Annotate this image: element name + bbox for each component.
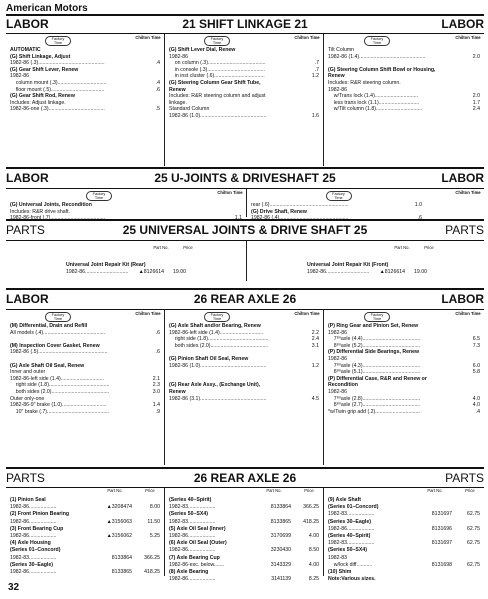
chilton-time-value: .4 <box>475 408 480 415</box>
labor-line: 7⁸⁰axle (4.3)........................................ <box>328 362 421 369</box>
part-price: 62.75 <box>467 511 480 518</box>
labor-line: 1982-86 (.5)................................................ <box>10 349 108 356</box>
labor-line: Includes: R&R drive shaft. <box>10 208 70 215</box>
labor-line: right side (1.8).......................................... <box>169 336 269 343</box>
labor-line: 1982-86-left side (1.4).............................. <box>169 329 263 336</box>
chilton-time-value: .4 <box>155 60 160 67</box>
section-title: 26 REAR AXLE 26 <box>193 471 297 485</box>
labor-line: Renew <box>169 389 186 395</box>
labor-line: 7⁸⁰axle (4.4)........................................ <box>328 336 421 343</box>
chilton-time-value: 1.6 <box>311 113 319 119</box>
part-price: 19.00 <box>173 269 186 275</box>
labor-line: 8⁸⁰axle (5.1)........................................ <box>328 369 421 376</box>
chilton-time-value: 3.1 <box>311 342 319 349</box>
chilton-time-value: 2.0 <box>472 53 480 60</box>
part-number: 3141139 <box>271 576 291 583</box>
parts-line: 1982-86................... <box>169 576 216 583</box>
chilton-time-value: 1.2 <box>311 73 319 80</box>
section-header-rear-axle-parts <box>6 470 484 486</box>
labor-line: rear (.6)....................................................... <box>251 202 349 208</box>
part-number-header: Part No. <box>107 488 123 493</box>
part-number: 8131696 <box>431 525 452 532</box>
factory-time-header: Factory Time <box>86 191 112 201</box>
labor-line: (P) Differential Case, R&R and Renew or <box>328 375 427 382</box>
part-number-header: Part No. <box>427 488 443 493</box>
parts-line: 1982-86................... <box>169 533 216 539</box>
section-left-label: PARTS <box>6 223 45 237</box>
parts-line: 1982-83................... <box>169 518 216 525</box>
part-number: ▲3208474 <box>106 504 132 511</box>
chilton-time-header: Chilton Time <box>135 311 161 316</box>
price-header: Price <box>304 488 314 493</box>
part-number: 8133865 <box>111 569 132 575</box>
labor-line: (G) Steering Column Gear Shift Tube, <box>169 80 261 86</box>
parts-line: (7) Axle Bearing Cup <box>169 554 220 561</box>
labor-line: less trans lock (1.1)............................ <box>328 99 420 106</box>
labor-line: 7⁸⁰axle (2.8)........................................ <box>328 395 421 402</box>
part-number: ▲8126614 <box>379 269 405 275</box>
section-title: 21 SHIFT LINKAGE 21 <box>182 17 308 31</box>
section-title: 26 REAR AXLE 26 <box>193 292 297 306</box>
parts-line: 1982-86-exc. below....... <box>169 561 225 568</box>
chilton-time-value: .6 <box>155 329 160 336</box>
labor-line: Outer only-one <box>10 395 45 402</box>
chilton-time-value: 1.7 <box>472 99 480 106</box>
column-divider <box>164 488 165 576</box>
parts-line: (Series 50–SX4) <box>328 547 367 554</box>
part-price: 8.00 <box>149 504 160 511</box>
section-header-rear-axle-labor <box>6 291 484 307</box>
parts-line: (Series 40–Spirit) <box>169 497 212 503</box>
parts-line: 1982-83................... <box>328 511 375 518</box>
chilton-time-value: .4 <box>155 80 160 86</box>
parts-line: 1982-83................... <box>328 540 375 547</box>
column-divider <box>323 310 324 465</box>
chilton-time-header: Chilton Time <box>455 190 481 195</box>
column-divider <box>246 189 247 217</box>
chilton-time-value: 4.0 <box>472 395 480 402</box>
parts-line: 1982-83 <box>328 554 348 561</box>
factory-time-header: Factory Time <box>204 36 230 46</box>
part-price: 4.00 <box>308 561 319 568</box>
chilton-time-value: .6 <box>155 349 160 356</box>
part-number: 8131697 <box>431 540 452 547</box>
price-header: Price <box>145 488 155 493</box>
labor-line: (G) Rear Axle Assy., (Exchange Unit), <box>169 382 261 389</box>
parts-line: (Series 50–SX4) <box>169 511 208 518</box>
parts-line: 1982-86................... <box>10 518 57 525</box>
chilton-time-value: .9 <box>155 408 160 415</box>
part-number: 3230430 <box>270 547 291 554</box>
divider <box>6 309 484 310</box>
chilton-time-header: Chilton Time <box>455 311 481 316</box>
labor-line: *w/Twin grip add (.2)............................... <box>328 408 420 415</box>
parts-line: (2) Front Pinion Bearing <box>10 511 70 518</box>
section-title: 25 UNIVERSAL JOINTS & DRIVE SHAFT 25 <box>122 223 368 237</box>
labor-line: 1982-86 <box>328 356 348 362</box>
parts-line: (9) Axle Shaft <box>328 497 361 503</box>
divider <box>6 487 484 488</box>
part-price: 62.75 <box>467 540 480 547</box>
parts-line: (Series 30–Eagle) <box>10 561 53 568</box>
brand-title: American Motors <box>6 3 88 14</box>
chilton-time-header: Chilton Time <box>217 190 243 195</box>
part-price: 5.25 <box>149 533 160 539</box>
labor-line: Includes: R&R steering column. <box>328 80 401 86</box>
labor-line: 8⁸⁰axle (5.2)........................................ <box>328 342 421 349</box>
price-header: Price <box>465 488 475 493</box>
chilton-time-value: 6.5 <box>472 336 480 343</box>
chilton-time-value: .7 <box>314 66 319 73</box>
chilton-time-header: Chilton Time <box>294 311 320 316</box>
parts-line: 1982-83................... <box>169 504 216 511</box>
price-header: Price <box>183 245 193 250</box>
parts-line: (8) Axle Bearing <box>169 569 209 575</box>
part-price: 62.75 <box>467 561 480 568</box>
parts-line: 1982-86................... <box>10 504 57 511</box>
labor-line: (G) Gear Shift Lever, Renew <box>10 66 79 73</box>
part-price: 8.25 <box>308 576 319 583</box>
factory-time-header: Factory Time <box>326 191 352 201</box>
labor-line: 1982-86 <box>10 73 30 80</box>
part-number-header: Part No. <box>394 245 410 250</box>
section-title: 25 U-JOINTS & DRIVESHAFT 25 <box>154 171 336 185</box>
labor-line: (G) Gear Shift Rod, Renew <box>10 93 75 100</box>
chilton-time-value: 7.3 <box>472 342 480 349</box>
labor-line: on column (.3)........................................ <box>169 60 266 67</box>
parts-title: Universal Joint Repair Kit (Front) <box>307 262 389 268</box>
labor-line: Includes: R&R steering column and adjust <box>169 93 266 100</box>
chilton-time-value: 2.4 <box>311 336 319 343</box>
factory-time-header: Factory Time <box>45 36 71 46</box>
divider <box>6 167 484 169</box>
labor-line: floor mount (.5)..................................... <box>10 86 105 93</box>
section-right-label: PARTS <box>445 223 484 237</box>
part-number: 3170699 <box>270 533 291 539</box>
labor-line: 1982-86 <box>328 86 348 93</box>
part-price: 418.25 <box>144 569 160 575</box>
parts-line: (1) Pinion Seal <box>10 497 46 503</box>
page-number: 32 <box>8 582 20 593</box>
column-divider <box>323 488 324 576</box>
labor-line: 1982-86 <box>328 389 348 395</box>
parts-line: (Series 01–Concord) <box>10 547 61 554</box>
labor-line: All models (.4)........................................... <box>10 329 106 336</box>
column-divider <box>246 241 247 281</box>
chilton-time-value: .5 <box>155 106 160 113</box>
labor-line: Renew <box>328 73 345 80</box>
price-header: Price <box>424 245 434 250</box>
part-number: 8131697 <box>431 511 452 518</box>
section-header-ujoints <box>6 170 484 186</box>
labor-line: (G) Shift Lever Dial, Renew <box>169 47 236 53</box>
labor-line: Renew <box>169 86 186 93</box>
labor-line: column mount (.3).................................. <box>10 80 107 86</box>
labor-line: 1982-86-9" brake (1.0)............................... <box>10 402 107 409</box>
chilton-time-header: Chilton Time <box>455 35 481 40</box>
chilton-time-value: 2.1 <box>152 375 160 382</box>
section-header-parts-ujoints <box>6 222 484 238</box>
labor-line: 1982-86 <box>169 53 189 60</box>
labor-line: (G) Axle Shaft and/or Bearing, Renew <box>169 323 261 329</box>
part-number: 8133864 <box>270 504 291 511</box>
chilton-time-value: .7 <box>314 60 319 67</box>
labor-line: (P) Ring Gear and Pinion Set, Renew <box>328 323 419 329</box>
chilton-time-value: .6 <box>155 86 160 93</box>
chilton-time-value: 1.2 <box>311 362 319 369</box>
labor-line: linkage. <box>169 99 187 106</box>
labor-line: 1982-86 (1.4).............................................. <box>328 53 426 60</box>
part-price: 11.50 <box>147 518 160 525</box>
parts-line: (10) Shim <box>328 569 352 575</box>
chilton-time-value: 1.4 <box>152 402 160 409</box>
part-number: ▲8126614 <box>138 269 164 275</box>
divider <box>6 240 484 241</box>
divider <box>6 288 484 290</box>
parts-line: (Series 40–Spirit) <box>328 533 371 539</box>
labor-line: (G) Pinion Shaft Oil Seal, Renew <box>169 356 249 362</box>
parts-line: (Series 01–Concord) <box>328 504 379 511</box>
labor-line: (G) Axle Shaft Oil Seal, Renew <box>10 362 85 369</box>
chilton-time-value: 5.8 <box>472 369 480 376</box>
parts-line: Note:Various sizes. <box>328 576 376 583</box>
labor-line: w/Trans lock (1.4).............................. <box>328 93 419 100</box>
chilton-time-value: 2.0 <box>472 93 480 100</box>
column-divider <box>164 310 165 465</box>
labor-line: Inner and outer <box>10 369 46 376</box>
section-right-label: LABOR <box>441 171 484 185</box>
section-right-label: PARTS <box>445 471 484 485</box>
labor-line: 1982-86-one (.3)....................................... <box>10 106 105 113</box>
labor-line: 8⁸⁰axle (2.7)........................................ <box>328 402 421 409</box>
labor-line: AUTOMATIC <box>10 47 41 53</box>
labor-line: both sides (2.0)........................................ <box>10 389 110 395</box>
labor-line: in console (.3)........................................ <box>169 66 265 73</box>
part-number: ▲3156062 <box>106 533 132 539</box>
part-price: 62.75 <box>467 525 480 532</box>
chilton-time-value: 2.4 <box>472 106 480 113</box>
labor-line: in inst cluster (.6)................................... <box>169 73 265 80</box>
labor-line: (G) Steering Column Shift Bowl or Housing, <box>328 66 436 73</box>
column-divider <box>164 34 165 166</box>
part-price: 418.25 <box>303 518 319 525</box>
labor-line: 1982-86 (3.1).............................................. <box>169 395 267 402</box>
section-header-shift-linkage <box>6 16 484 32</box>
section-right-label: LABOR <box>441 292 484 306</box>
section-left-label: LABOR <box>6 17 49 31</box>
labor-line: 1982-86 (.3).............................................. <box>10 60 105 67</box>
part-number: 8131698 <box>431 561 452 568</box>
labor-line: (M) Inspection Cover Gasket, Renew <box>10 342 100 349</box>
part-price: 366.25 <box>303 504 319 511</box>
chilton-time-value: 2.3 <box>152 382 160 389</box>
parts-line: 1982-86................... <box>10 533 57 539</box>
chilton-time-value: 4.0 <box>472 402 480 409</box>
part-number: ▲3156063 <box>106 518 132 525</box>
part-number-header: Part No. <box>153 245 169 250</box>
parts-line: 1982-86................... <box>10 569 57 575</box>
part-number: 3143329 <box>270 561 291 568</box>
part-price: 8.50 <box>308 547 319 554</box>
divider <box>6 219 484 221</box>
section-left-label: LABOR <box>6 292 49 306</box>
labor-line: 1982-86 (1.0).............................................. <box>169 113 267 119</box>
parts-line: 1982-86................... <box>169 547 216 554</box>
section-left-label: PARTS <box>6 471 45 485</box>
parts-line: (3) Front Bearing Cup <box>10 525 64 532</box>
labor-line: Standard Column <box>169 106 210 113</box>
labor-line: right side (1.8).......................................... <box>10 382 110 389</box>
chilton-time-value: 2.2 <box>311 329 319 336</box>
factory-time-header: Factory Time <box>204 312 230 322</box>
factory-time-header: Factory Time <box>364 36 390 46</box>
parts-line: (4) Axle Housing <box>10 540 51 547</box>
parts-line: (Series 30–Eagle) <box>328 518 371 525</box>
chilton-time-value: 3.0 <box>152 389 160 395</box>
section-left-label: LABOR <box>6 171 49 185</box>
labor-line: 1982-86 <box>328 329 348 336</box>
labor-line: Includes: Adjust linkage. <box>10 99 66 106</box>
parts-line: 1982-86.............................. <box>307 269 370 275</box>
labor-line: both sides (2.0)........................................ <box>169 342 269 349</box>
labor-line: (M) Differential, Drain and Refill <box>10 323 88 329</box>
column-divider <box>323 34 324 166</box>
labor-line: 1982-86-left side (1.4).............................. <box>10 375 104 382</box>
part-number-header: Part No. <box>266 488 282 493</box>
chilton-time-value: 4.5 <box>311 395 319 402</box>
parts-line: 1982-86................... <box>328 525 375 532</box>
part-price: 4.00 <box>308 533 319 539</box>
labor-line: (G) Shift Linkage, Adjust <box>10 53 71 60</box>
parts-line: 1982-86.............................. <box>66 269 129 275</box>
divider <box>6 33 484 34</box>
labor-line: (G) Drive Shaft, Renew <box>251 208 307 215</box>
labor-line: (P) Differential Side Bearings, Renew <box>328 349 420 356</box>
factory-time-header: Factory Time <box>364 312 390 322</box>
labor-line: w/Tilt column (1.8)................................ <box>328 106 423 113</box>
parts-line: (6) Axle Oil Seal (Outer) <box>169 540 227 547</box>
labor-line: (G) Universal Joints, Recondition <box>10 202 92 208</box>
parts-line: w/lock diff........... <box>328 561 373 568</box>
chilton-time-header: Chilton Time <box>294 35 320 40</box>
chilton-time-value: 6.0 <box>472 362 480 369</box>
labor-line: Recondition <box>328 382 358 389</box>
labor-line: 10" brake (.7)........................................... <box>10 408 109 415</box>
factory-time-header: Factory Time <box>45 312 71 322</box>
divider <box>6 467 484 469</box>
parts-line: 1982-83................... <box>10 554 57 561</box>
labor-line: 1982-86 (1.0).............................................. <box>169 362 267 369</box>
divider <box>6 188 484 189</box>
part-price: 19.00 <box>414 269 427 275</box>
labor-line: Tilt Column <box>328 47 355 53</box>
chilton-time-header: Chilton Time <box>135 35 161 40</box>
chilton-time-value: 1.0 <box>414 202 422 208</box>
part-number: 8133864 <box>111 554 132 561</box>
section-right-label: LABOR <box>441 17 484 31</box>
part-number: 8133865 <box>270 518 291 525</box>
parts-line: (5) Axle Oil Seal (Inner) <box>169 525 226 532</box>
parts-title: Universal Joint Repair Kit (Rear) <box>66 262 146 268</box>
part-price: 366.25 <box>144 554 160 561</box>
